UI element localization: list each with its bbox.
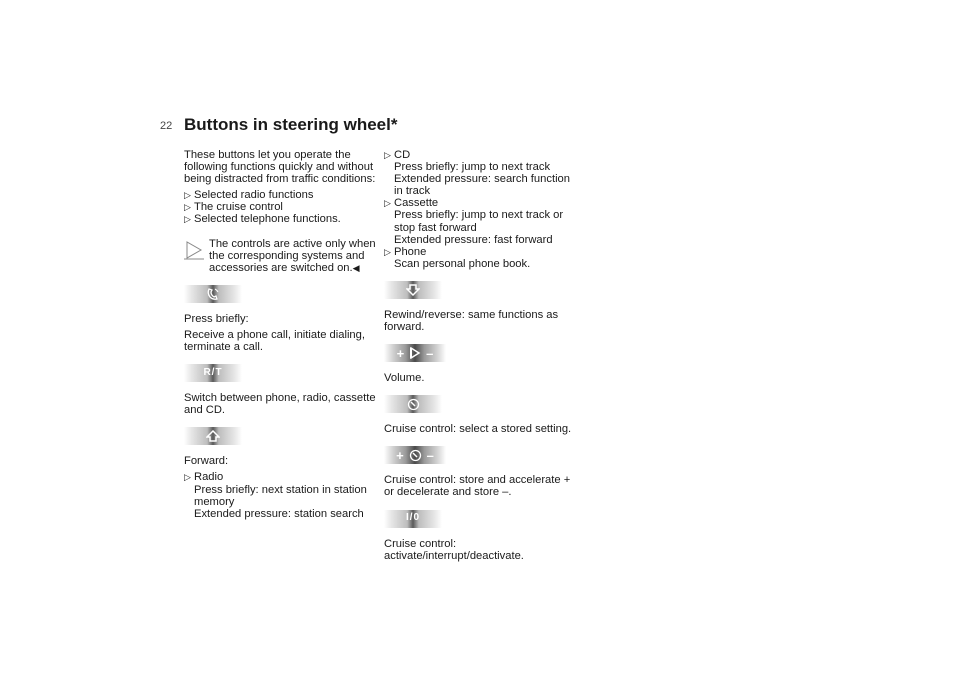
cruise-resume-button-image <box>384 395 442 413</box>
phone-button-desc: Receive a phone call, initiate dialing, terminate a call. <box>184 328 365 354</box>
right-column <box>384 149 576 562</box>
phone-button-text: Press briefly: <box>184 312 249 325</box>
forward-button-text: Forward: <box>184 455 229 468</box>
io-button-label: I/0 <box>405 512 421 524</box>
left-column <box>184 149 376 520</box>
phone-button-image <box>184 285 242 303</box>
rewind-button-image <box>384 281 442 299</box>
rt-button-image <box>184 364 242 382</box>
forward-button-image <box>184 427 242 445</box>
functions-list <box>184 189 376 225</box>
volume-button-text: Volume. <box>384 372 425 385</box>
plus-sign: + <box>396 447 404 463</box>
phone-handset-icon <box>206 287 220 301</box>
rt-button-text: Switch between phone, radio, cassette and CD. <box>184 392 376 417</box>
plus-sign: + <box>396 345 405 361</box>
list-item-phone: ▷ Phone Scan personal phone book. <box>384 245 531 270</box>
list-item: ▷ The cruise control <box>184 201 283 214</box>
note <box>184 238 376 274</box>
note-text: The controls are active only when the corresponding systems and accessories are switched on. <box>209 237 376 274</box>
cruise-resume-text: Cruise control: select a stored setting. <box>384 423 572 436</box>
speedometer-icon <box>409 449 422 462</box>
page-title: Buttons in steering wheel* <box>184 115 398 134</box>
speaker-icon <box>409 347 421 359</box>
arrow-down-icon <box>406 284 420 296</box>
rewind-button-text: Rewind/reverse: same functions as forward. <box>384 308 559 334</box>
minus-sign: – <box>426 345 434 361</box>
list-item-radio: ▷ Radio Press briefly: next station in station memory Extended pressure: station search <box>184 471 367 520</box>
end-mark: ◀ <box>352 262 360 273</box>
cruise-io-button-image <box>384 510 442 528</box>
list-item: ▷ Selected radio functions <box>184 189 314 202</box>
page-number: 22 <box>160 120 173 132</box>
intro-text: These buttons let you operate the following functions quickly and without being distracted from traffic conditions: <box>184 149 376 186</box>
list-item-cd: ▷ CD Press briefly: jump to next track Extended pressure: search function in track <box>384 149 570 198</box>
rt-button-label: R/T <box>203 367 223 379</box>
cruise-io-text: Cruise control: activate/interrupt/deactivate. <box>384 537 524 562</box>
list-item-cassette: ▷ Cassette Press briefly: jump to next track or stop fast forward Extended pressure: fast forward <box>384 197 564 246</box>
note-triangle-icon <box>184 240 204 260</box>
cruise-set-text: Cruise control: store and accelerate + or decelerate and store –. <box>384 474 571 499</box>
list-item: ▷ Selected telephone functions. <box>184 213 341 226</box>
minus-sign: – <box>426 447 434 463</box>
volume-button-image <box>384 344 446 362</box>
cruise-set-button-image <box>384 446 446 464</box>
speedometer-icon <box>407 398 420 411</box>
arrow-up-icon <box>206 430 220 442</box>
